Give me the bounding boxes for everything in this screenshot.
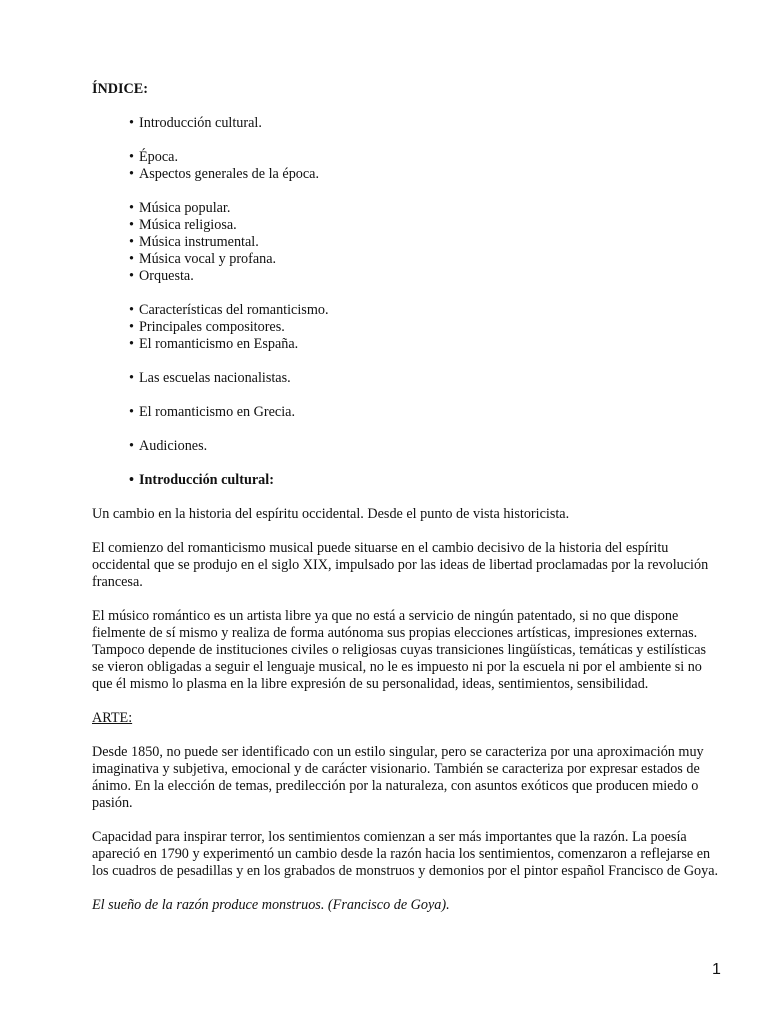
toc-item-label: Audiciones.: [139, 438, 208, 454]
bullet-icon: •: [129, 268, 134, 284]
bullet-icon: •: [129, 472, 134, 488]
toc-item: [129, 115, 689, 132]
toc-item: [129, 438, 689, 455]
toc-group: [129, 472, 689, 489]
toc-item: [129, 251, 689, 268]
toc-item-label: Música religiosa.: [139, 217, 237, 233]
bullet-icon: •: [129, 251, 134, 267]
bullet-icon: •: [129, 319, 134, 335]
toc-item-label: Las escuelas nacionalistas.: [139, 370, 291, 386]
toc-item: [129, 370, 689, 387]
toc-group: [129, 438, 689, 455]
toc-item: [129, 166, 689, 183]
toc-item-label: El romanticismo en Grecia.: [139, 404, 296, 420]
table-of-contents: [129, 115, 689, 506]
toc-item-label: Introducción cultural.: [139, 115, 262, 131]
toc-group: [129, 115, 689, 132]
toc-item-label: Música instrumental.: [139, 234, 259, 250]
toc-item: [129, 302, 689, 319]
goya-quote: El sueño de la razón produce monstruos. (Francisco de Goya).: [92, 897, 450, 913]
toc-item: [129, 149, 689, 166]
toc-group: [129, 404, 689, 421]
toc-item-label: Características del romanticismo.: [139, 302, 329, 318]
bullet-icon: •: [129, 336, 134, 352]
section-heading-introduccion: [129, 472, 689, 489]
arte-heading: ARTE:: [92, 710, 133, 726]
toc-group: [129, 200, 689, 285]
paragraph: El músico romántico es un artista libre ya que no está a servicio de ningún patentado, si no que dispone fielmente de sí mismo y realiza de forma autónoma sus propias elecciones artísticas, impresiones externas. Tampoco depende de instituciones civiles o religiosas cuyas transiciones lingüísticas, temáticas y estilísticas se vieron obligadas a seguir el lenguaje musical, no le es impuesto ni por la escuela ni por el ambiente si no que él mismo lo plasma en la libre expresión de su personalidad, ideas, sentimientos, sensibilidad.: [92, 608, 707, 692]
bullet-icon: •: [129, 234, 134, 250]
toc-group: [129, 302, 689, 353]
toc-item-label: Aspectos generales de la época.: [139, 166, 320, 182]
bullet-icon: •: [129, 404, 134, 420]
toc-item: [129, 234, 689, 251]
page-number: 1: [712, 961, 721, 978]
toc-item: [129, 319, 689, 336]
bullet-icon: •: [129, 217, 134, 233]
toc-item-label: Orquesta.: [139, 268, 194, 284]
toc-item-label: Música popular.: [139, 200, 231, 216]
toc-item-label: Música vocal y profana.: [139, 251, 277, 267]
body-text: [92, 506, 720, 914]
toc-item-label: El romanticismo en España.: [139, 336, 299, 352]
toc-item: [129, 336, 689, 353]
bullet-icon: •: [129, 166, 134, 182]
toc-item-label: Época.: [139, 149, 178, 165]
bullet-icon: •: [129, 302, 134, 318]
paragraph: El comienzo del romanticismo musical puede situarse en el cambio decisivo de la historia del espíritu occidental que se produjo en el siglo XIX, impulsado por las ideas de libertad proclamadas por la revolución francesa.: [92, 540, 709, 590]
bullet-icon: •: [129, 438, 134, 454]
toc-group: [129, 149, 689, 183]
paragraph: Capacidad para inspirar terror, los sentimientos comienzan a ser más importantes que la razón. La poesía apareció en 1790 y experimentó un cambio desde la razón hacia los sentimientos, comenzaron a reflejarse en los cuadros de pesadillas y en los grabados de monstruos y demonios por el pintor español Francisco de Goya.: [92, 829, 719, 879]
toc-item: [129, 217, 689, 234]
bullet-icon: •: [129, 200, 134, 216]
toc-item-label: Principales compositores.: [139, 319, 285, 335]
paragraph: Un cambio en la historia del espíritu occidental. Desde el punto de vista historicista.: [92, 506, 570, 522]
section-heading-label: Introducción cultural:: [139, 472, 274, 488]
paragraph: Desde 1850, no puede ser identificado con un estilo singular, pero se caracteriza por una aproximación muy imaginativa y subjetiva, emocional y de carácter visionario. También se caracteriza por expresar estados de ánimo. En la elección de temas, predilección por la naturaleza, con asuntos exóticos que producen miedo o pasión.: [92, 744, 704, 811]
toc-group: [129, 370, 689, 387]
toc-item: [129, 404, 689, 421]
bullet-icon: •: [129, 370, 134, 386]
toc-item: [129, 200, 689, 217]
bullet-icon: •: [129, 149, 134, 165]
toc-item: [129, 268, 689, 285]
index-title: ÍNDICE:: [92, 81, 148, 97]
bullet-icon: •: [129, 115, 134, 131]
